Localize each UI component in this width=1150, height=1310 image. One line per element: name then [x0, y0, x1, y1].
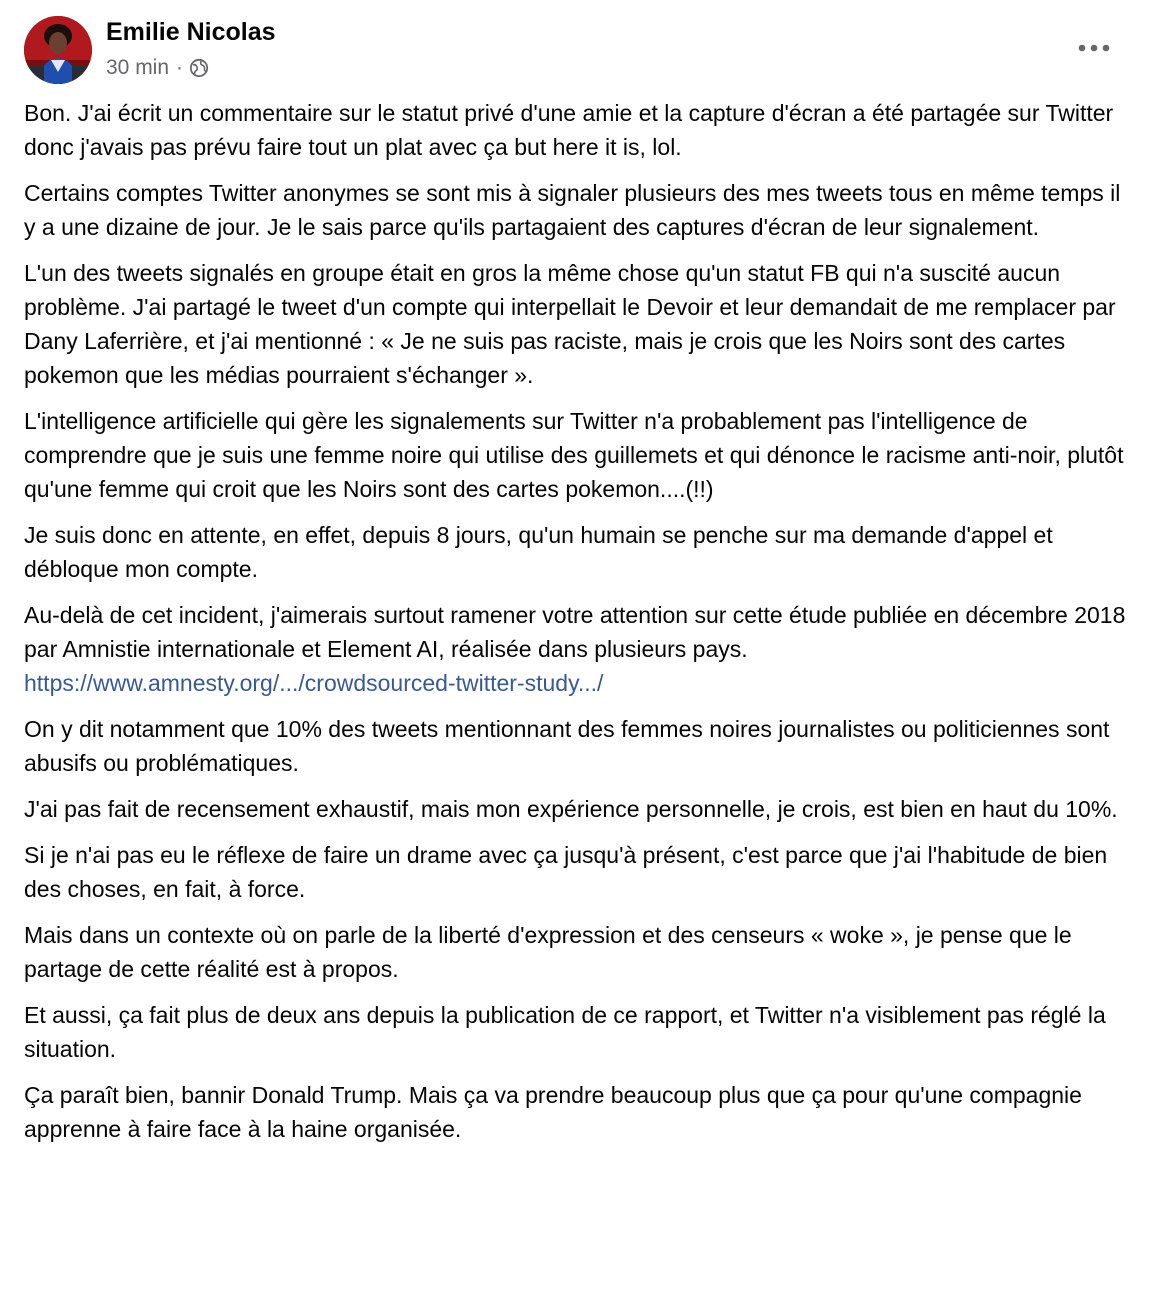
post-paragraph: Si je n'ai pas eu le réflexe de faire un drame avec ça jusqu'à présent, c'est parce que j'ai l'habitude de bien des choses, en fait, à force. — [24, 842, 1108, 902]
post-paragraph: J'ai pas fait de recensement exhaustif, mais mon expérience personnelle, je crois, est bien en haut du 10%. — [24, 796, 1118, 822]
post-paragraph: Certains comptes Twitter anonymes se sont mis à signaler plusieurs des mes tweets tous en même temps il y a une dizaine de jour. Je le sais parce qu'ils partagaient des captures d'écran de leur signalement. — [24, 180, 1121, 240]
globe-icon[interactable] — [189, 58, 209, 78]
post-meta — [106, 54, 209, 82]
post-paragraph: On y dit notamment que 10% des tweets mentionnant des femmes noires journalistes ou politiciennes sont abusifs ou problématiques. — [24, 716, 1110, 776]
post-header — [24, 14, 1126, 86]
post-paragraph: Je suis donc en attente, en effet, depuis 8 jours, qu'un humain se penche sur ma demande d'appel et débloque mon compte. — [24, 522, 1053, 582]
post-paragraph-with-link — [24, 598, 1128, 700]
meta-separator: · — [176, 56, 184, 79]
post-paragraph: Mais dans un contexte où on parle de la liberté d'expression et des censeurs « woke », je pense que le partage de cette réalité est à propos. — [24, 922, 1072, 982]
post-paragraph-text: Au-delà de cet incident, j'aimerais surtout ramener votre attention sur cette étude publiée en décembre 2018 par Amnistie internationale et Element AI, réalisée dans plusieurs pays. — [24, 602, 1126, 662]
more-options-button[interactable] — [1072, 32, 1116, 64]
post-paragraph: Bon. J'ai écrit un commentaire sur le statut privé d'une amie et la capture d'écran a été partagée sur Twitter donc j'avais pas prévu faire tout un plat avec ça but here it is, lol. — [24, 100, 1114, 160]
profile-photo — [24, 16, 92, 84]
post-paragraph: Et aussi, ça fait plus de deux ans depuis la publication de ce rapport, et Twitter n'a visiblement pas réglé la situation. — [24, 1002, 1106, 1062]
post-timestamp[interactable]: 30 min — [106, 56, 170, 79]
more-options-icon — [1077, 43, 1111, 53]
post-paragraph: Ça paraît bien, bannir Donald Trump. Mais ça va prendre beaucoup plus que ça pour qu'une compagnie apprenne à faire face à la haine organisée. — [24, 1082, 1082, 1142]
avatar[interactable] — [24, 16, 92, 84]
post-paragraph: L'un des tweets signalés en groupe était en gros la même chose qu'un statut FB qui n'a suscité aucun problème. J'ai partagé le tweet d'un compte qui interpellait le Devoir et leur demandait de me remplacer par Dany Laferrière, et j'ai mentionné : « Je ne suis pas raciste, mais je crois que les Noirs sont des cartes pokemon que les médias pourraient s'échanger ». — [24, 260, 1116, 388]
post-body — [24, 96, 1128, 1158]
post-paragraph: L'intelligence artificielle qui gère les signalements sur Twitter n'a probablement pas l'intelligence de comprendre que je suis une femme noire qui utilise des guillemets et qui dénonce le racisme anti-noir, plutôt qu'une femme qui croit que les Noirs sont des cartes pokemon....(!!) — [24, 408, 1124, 502]
author-name[interactable]: Emilie Nicolas — [106, 18, 276, 46]
amnesty-study-link[interactable]: https://www.amnesty.org/.../crowdsourced-twitter-study.../ — [24, 670, 604, 696]
